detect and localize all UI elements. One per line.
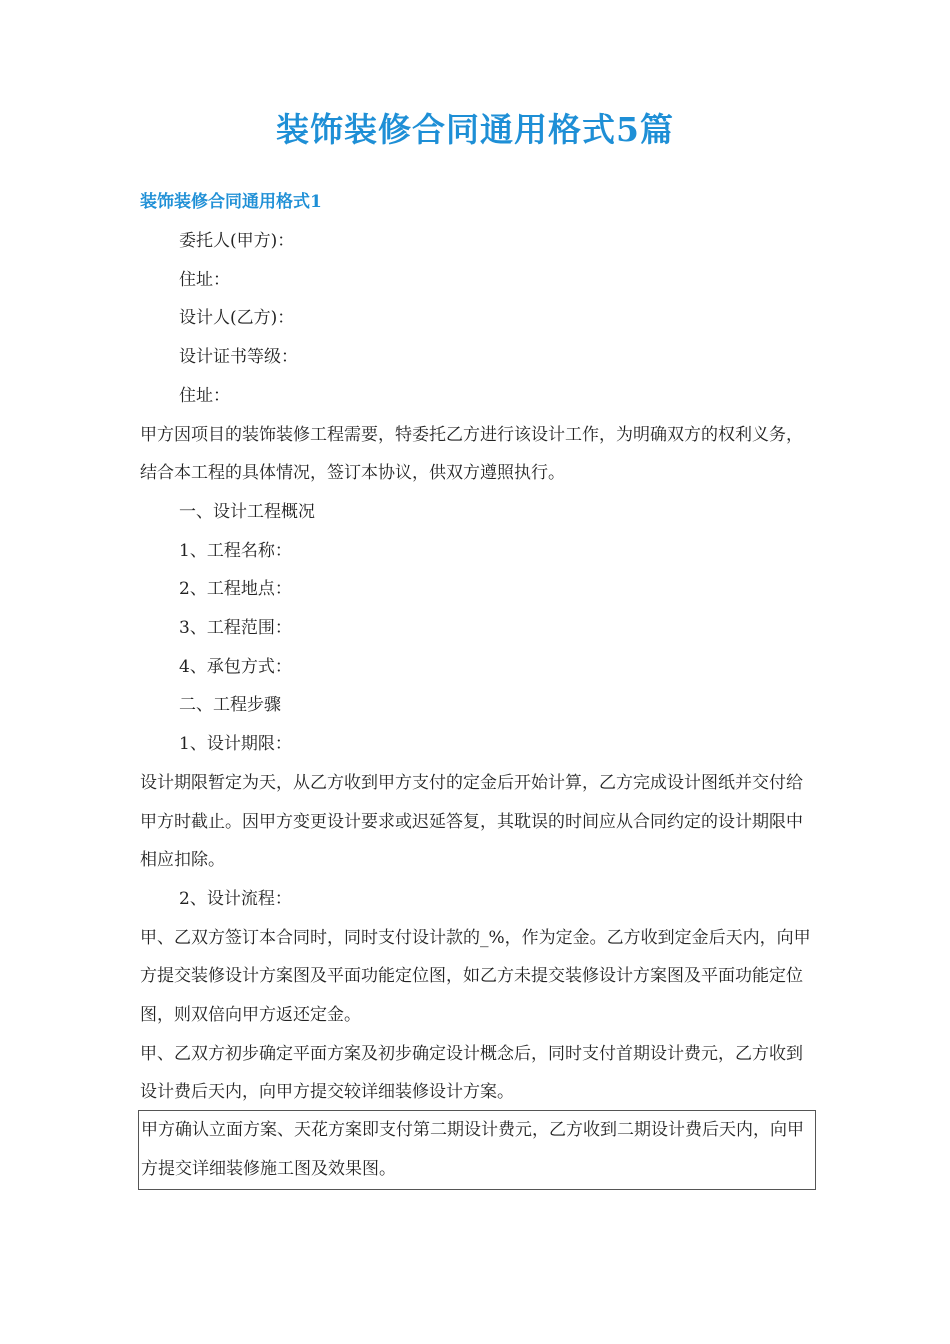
paragraph: 2、工程地点： <box>179 579 292 600</box>
paragraph: 3、工程范围： <box>179 618 292 639</box>
boxed-paragraph-frame <box>138 1110 816 1190</box>
paragraph: 2、设计流程： <box>179 888 292 909</box>
boxed-paragraph: 甲方确认立面方案、天花方案即支付第二期设计费元，乙方收到二期设计费后天内，向甲方提交详细装修施工图及效果图。 <box>141 1120 804 1179</box>
paragraph: 设计人(乙方)： <box>179 308 295 329</box>
document-body <box>140 222 814 1112</box>
paragraph: 二、工程步骤 <box>179 695 281 716</box>
paragraph: 设计期限暂定为天，从乙方收到甲方支付的定金后开始计算，乙方完成设计图纸并交付给甲方时截止。因甲方变更设计要求或迟延答复，其耽误的时间应从合同约定的设计期限中相应扣除。 <box>140 772 803 871</box>
paragraph: 甲、乙双方初步确定平面方案及初步确定设计概念后，同时支付首期设计费元，乙方收到设计费后天内，向甲方提交较详细装修设计方案。 <box>140 1043 803 1103</box>
paragraph: 甲方因项目的装饰装修工程需要，特委托乙方进行该设计工作，为明确双方的权利义务，结合本工程的具体情况，签订本协议，供双方遵照执行。 <box>140 424 803 484</box>
paragraph: 1、设计期限： <box>179 734 292 755</box>
document-title: 装饰装修合同通用格式5篇 <box>276 110 674 149</box>
paragraph: 甲、乙双方签订本合同时，同时支付设计款的_%，作为定金。乙方收到定金后天内，向甲方提交装修设计方案图及平面功能定位图，如乙方未提交装修设计方案图及平面功能定位图，则双倍向甲方返还定金。 <box>140 927 811 1026</box>
paragraph: 住址： <box>179 269 230 290</box>
paragraph: 委托人(甲方)： <box>179 231 295 251</box>
section-heading: 装饰装修合同通用格式1 <box>140 192 322 212</box>
paragraph: 1、工程名称： <box>179 540 292 561</box>
paragraph: 住址： <box>179 385 230 406</box>
paragraph: 设计证书等级： <box>179 347 298 368</box>
paragraph: 4、承包方式： <box>179 656 292 677</box>
paragraph: 一、设计工程概况 <box>179 501 315 522</box>
